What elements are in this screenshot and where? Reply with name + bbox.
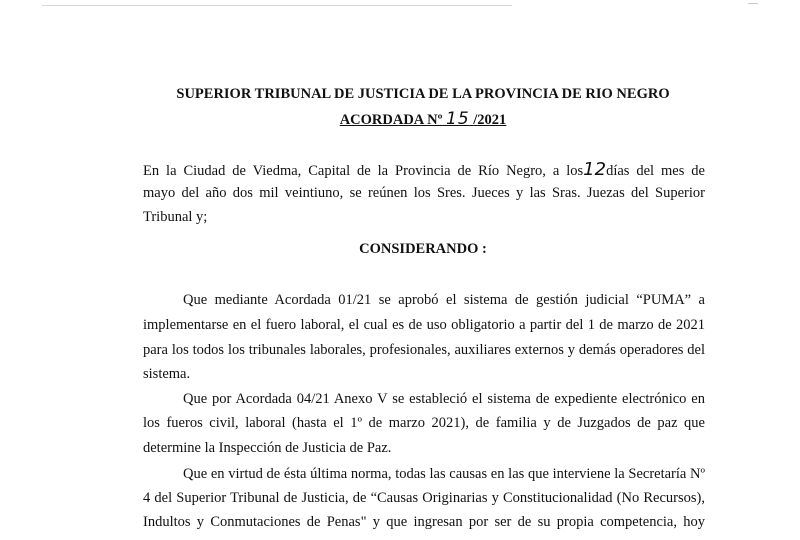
scan-artifact-mark [748,3,758,4]
acordada-prefix: ACORDADA Nº [339,112,443,128]
p2-line-2: los fueros civil, laboral (hasta el 1º de marzo 2021), de familia y de Juzgados de paz que [143,415,705,431]
p3-line-1: Que en virtud de ésta última norma, todas las causas en las que interviene la Secretaría Nº [183,466,705,482]
p3-line-3: Indultos y Conmutaciones de Penas" y que ingresan por ser de su propia competencia, hoy [143,514,705,530]
acordada-title [0,109,800,129]
p2-line-1: Que por Acordada 04/21 Anexo V se estableció el sistema de expediente electrónico en [183,391,705,407]
intro-line-1 [143,159,705,180]
acordada-number-handwritten: 15 [446,109,470,129]
p1-line-2: implementarse en el fuero laboral, el cual es de uso obligatorio a partir del 1 de marzo de 2021 [143,317,705,333]
intro-line-2: mayo del año dos mil veintiuno, se reúnen los Sres. Jueces y las Sras. Juezas del Superior [143,185,705,201]
intro-line-3: Tribunal y; [143,209,208,225]
court-title: SUPERIOR TRIBUNAL DE JUSTICIA DE LA PROVINCIA DE RIO NEGRO [176,86,670,102]
acordada-suffix: /2021 [473,112,507,128]
p1-line-3: para los todos los tribunales laborales, profesionales, auxiliares externos y demás operadores del [143,342,705,358]
intro-text-b: días del mes de [606,163,705,179]
p2-line-3: determine la Inspección de Justicia de Paz. [143,440,392,456]
p3-line-2: 4 del Superior Tribunal de Justicia, de “Causas Originarias y Constitucionalidad (No Recursos), [143,490,705,506]
day-handwritten: 12 [583,159,607,180]
p1-line-4: sistema. [143,366,191,382]
p1-line-1: Que mediante Acordada 01/21 se aprobó el sistema de gestión judicial “PUMA” a [183,292,705,308]
considerando-heading: CONSIDERANDO : [359,241,487,257]
scan-artifact-line [42,5,512,6]
intro-text-a: En la Ciudad de Viedma, Capital de la Provincia de Río Negro, a los [143,163,584,179]
